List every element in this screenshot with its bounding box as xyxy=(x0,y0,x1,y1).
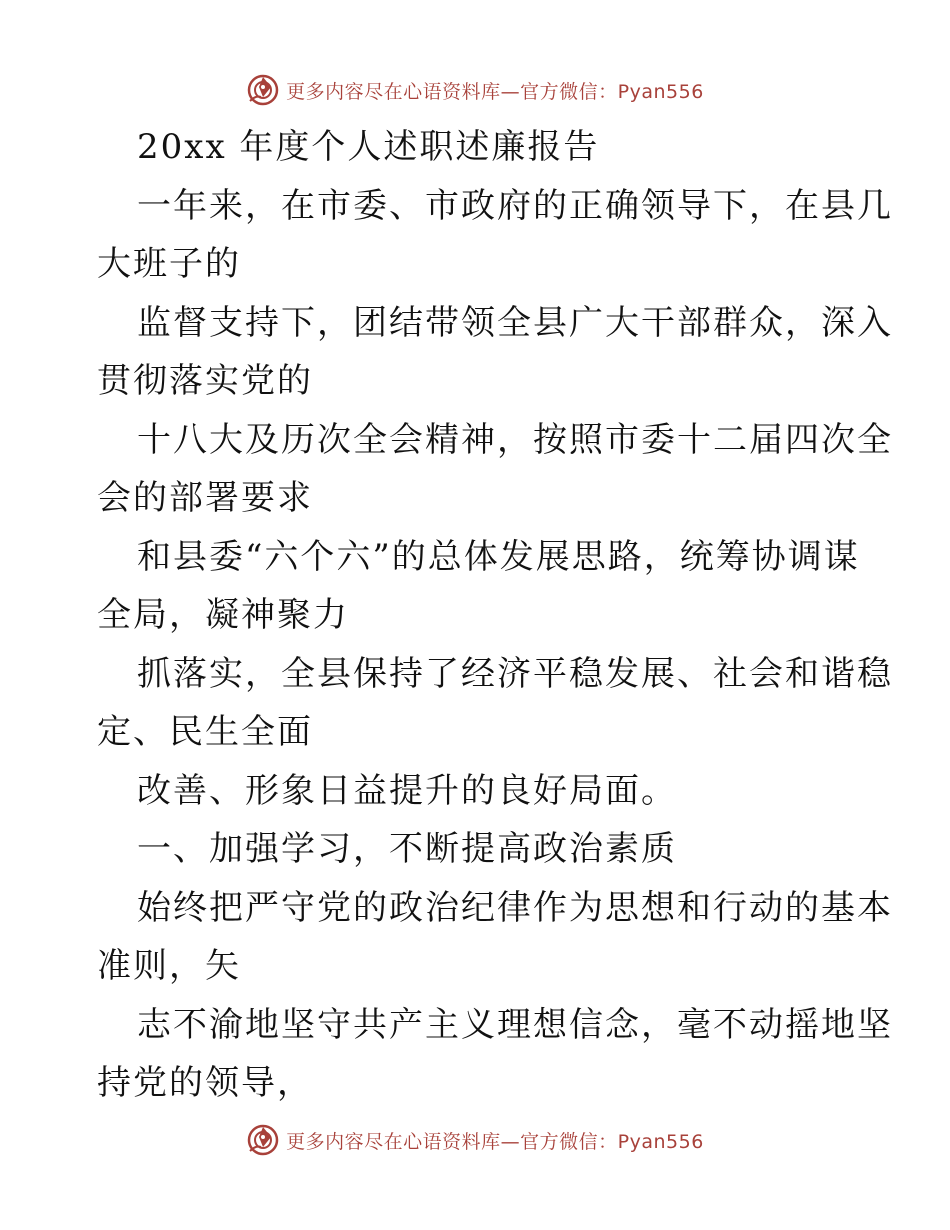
document-body xyxy=(97,118,893,1113)
pen-nib-logo-icon xyxy=(246,73,280,107)
text-line: 持党的领导， xyxy=(97,1063,313,1103)
banner-inner xyxy=(246,1123,704,1157)
banner-text: 更多内容尽在心语资料库—官方微信：Pyan556 xyxy=(286,1130,704,1153)
text-line: 监督支持下，团结带领全县广大干部群众，深入 xyxy=(137,302,893,343)
text-line: 一年来，在市委、市政府的正确领导下，在县几 xyxy=(137,185,893,226)
text-line: 志不渝地坚守共产主义理想信念，毫不动摇地坚 xyxy=(137,1004,893,1045)
text-line: 十八大及历次全会精神，按照市委十二届四次全 xyxy=(137,419,893,460)
footer-banner xyxy=(0,1120,950,1160)
text-line: 一、加强学习，不断提高政治素质 xyxy=(137,829,677,869)
text-line: 定、民生全面 xyxy=(97,712,313,752)
text-line: 20xx 年度个人述职述廉报告 xyxy=(137,127,600,167)
text-line: 全局，凝神聚力 xyxy=(97,595,349,635)
text-line: 准则，矢 xyxy=(97,946,241,986)
text-line: 和县委“六个六”的总体发展思路，统筹协调谋 xyxy=(137,536,860,577)
text-line: 大班子的 xyxy=(97,244,241,284)
banner-inner xyxy=(246,73,704,107)
text-line: 始终把严守党的政治纪律作为思想和行动的基本 xyxy=(137,887,893,928)
text-line: 改善、形象日益提升的良好局面。 xyxy=(137,770,677,811)
banner-text: 更多内容尽在心语资料库—官方微信：Pyan556 xyxy=(286,80,704,103)
pen-nib-logo-icon xyxy=(246,1123,280,1157)
text-line: 会的部署要求 xyxy=(97,478,313,518)
header-banner xyxy=(0,70,950,110)
text-line: 贯彻落实党的 xyxy=(97,361,313,401)
text-line: 抓落实，全县保持了经济平稳发展、社会和谐稳 xyxy=(137,653,893,694)
